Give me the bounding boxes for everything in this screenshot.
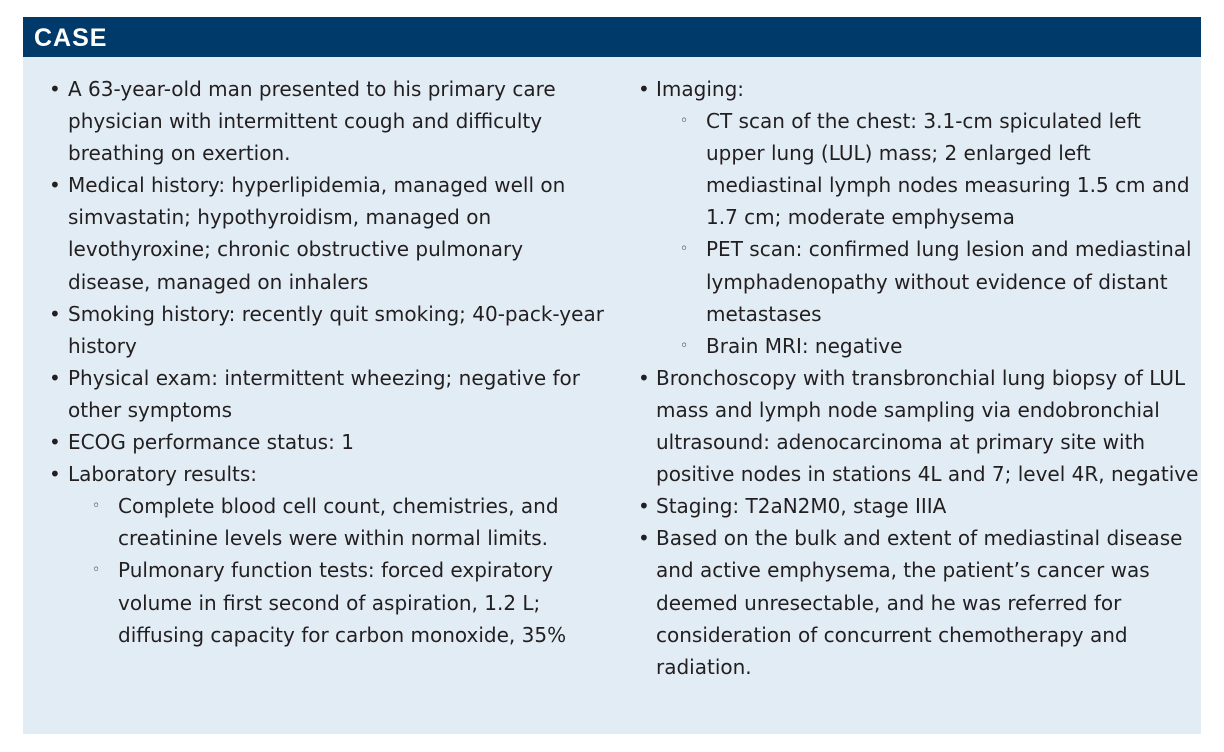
item-text: Staging: T2aN2M0, stage IIIA: [656, 494, 947, 519]
case-header: [23, 17, 1201, 57]
bullet-icon: •: [49, 462, 61, 487]
list-item-staging: [637, 490, 1203, 522]
list-item-conclusion: [637, 522, 1203, 682]
subitem-text: PET scan: confirmed lung lesion and mediastinal lymphadenopathy without evidence of distant metastases: [706, 237, 1192, 326]
list-item-imaging: [637, 73, 1203, 362]
list-item-laboratory: [48, 458, 608, 651]
list-item-ecog: [48, 426, 608, 458]
item-text: Based on the bulk and extent of mediastinal disease and active emphysema, the patient’s cancer was deemed unresectable, and he was referred for consideration of concurrent chemotherapy and radiation.: [656, 526, 1183, 679]
sublist-item-blood-count: [92, 490, 608, 554]
sublist-item-ct-scan: [680, 105, 1203, 233]
left-column: [48, 73, 608, 651]
bullet-icon: •: [638, 526, 650, 551]
hollow-bullet-icon: ◦: [680, 241, 689, 258]
bullet-icon: •: [49, 77, 61, 101]
item-text: A 63-year-old man presented to his primary care physician with intermittent cough and difficulty breathing on exertion.: [68, 77, 556, 166]
bullet-icon: •: [49, 173, 61, 198]
bullet-icon: •: [638, 494, 650, 519]
subitem-text: CT scan of the chest: 3.1-cm spiculated left upper lung (LUL) mass; 2 enlarged left mediastinal lymph nodes measuring 1.5 cm and 1.7 cm; moderate emphysema: [706, 109, 1190, 230]
bullet-icon: •: [638, 365, 650, 390]
bullet-icon: •: [49, 365, 61, 390]
hollow-bullet-icon: ◦: [680, 113, 689, 130]
subitem-text: Pulmonary function tests: forced expiratory volume in first second of aspiration, 1.2 L; diffusing capacity for carbon monoxide, 35%: [118, 558, 567, 647]
left-list: [48, 73, 608, 651]
right-column: [637, 73, 1203, 683]
item-text: Bronchoscopy with transbronchial lung biopsy of LUL mass and lymph node sampling via endobronchial ultrasound: adenocarcinoma at primary site with positive nodes in stations 4L and 7; level 4R, negative: [656, 365, 1199, 487]
item-text: Imaging:: [656, 77, 744, 101]
item-text: ECOG performance status: 1: [68, 430, 354, 455]
list-item-medical-history: [48, 169, 608, 297]
imaging-sublist: [680, 105, 1203, 362]
sublist-item-pet-scan: [680, 233, 1203, 329]
sublist-item-brain-mri: [680, 330, 1203, 362]
hollow-bullet-icon: ◦: [680, 337, 689, 354]
subitem-text: Brain MRI: negative: [706, 333, 903, 358]
list-item-bronchoscopy: [637, 362, 1203, 490]
list-item-smoking-history: [48, 298, 608, 362]
item-text: Laboratory results:: [68, 462, 258, 487]
list-item-physical-exam: [48, 362, 608, 426]
bullet-icon: •: [49, 430, 61, 455]
item-text: Physical exam: intermittent wheezing; negative for other symptoms: [68, 365, 580, 422]
hollow-bullet-icon: ◦: [92, 498, 101, 515]
item-text: Smoking history: recently quit smoking; 40-pack-year history: [68, 301, 604, 358]
subitem-text: Complete blood cell count, chemistries, and creatinine levels were within normal limits.: [118, 494, 559, 551]
bullet-icon: •: [638, 77, 650, 101]
right-list: [637, 73, 1203, 683]
bullet-icon: •: [49, 301, 61, 326]
list-item-presentation: [48, 73, 608, 169]
case-title: CASE: [34, 24, 108, 52]
hollow-bullet-icon: ◦: [92, 562, 101, 579]
sublist-item-pulmonary-function: [92, 554, 608, 650]
item-text: Medical history: hyperlipidemia, managed well on simvastatin; hypothyroidism, managed on levothyroxine; chronic obstructive pulmonary disease, managed on inhalers: [68, 173, 566, 294]
case-box: [23, 17, 1201, 734]
laboratory-sublist: [92, 490, 608, 650]
